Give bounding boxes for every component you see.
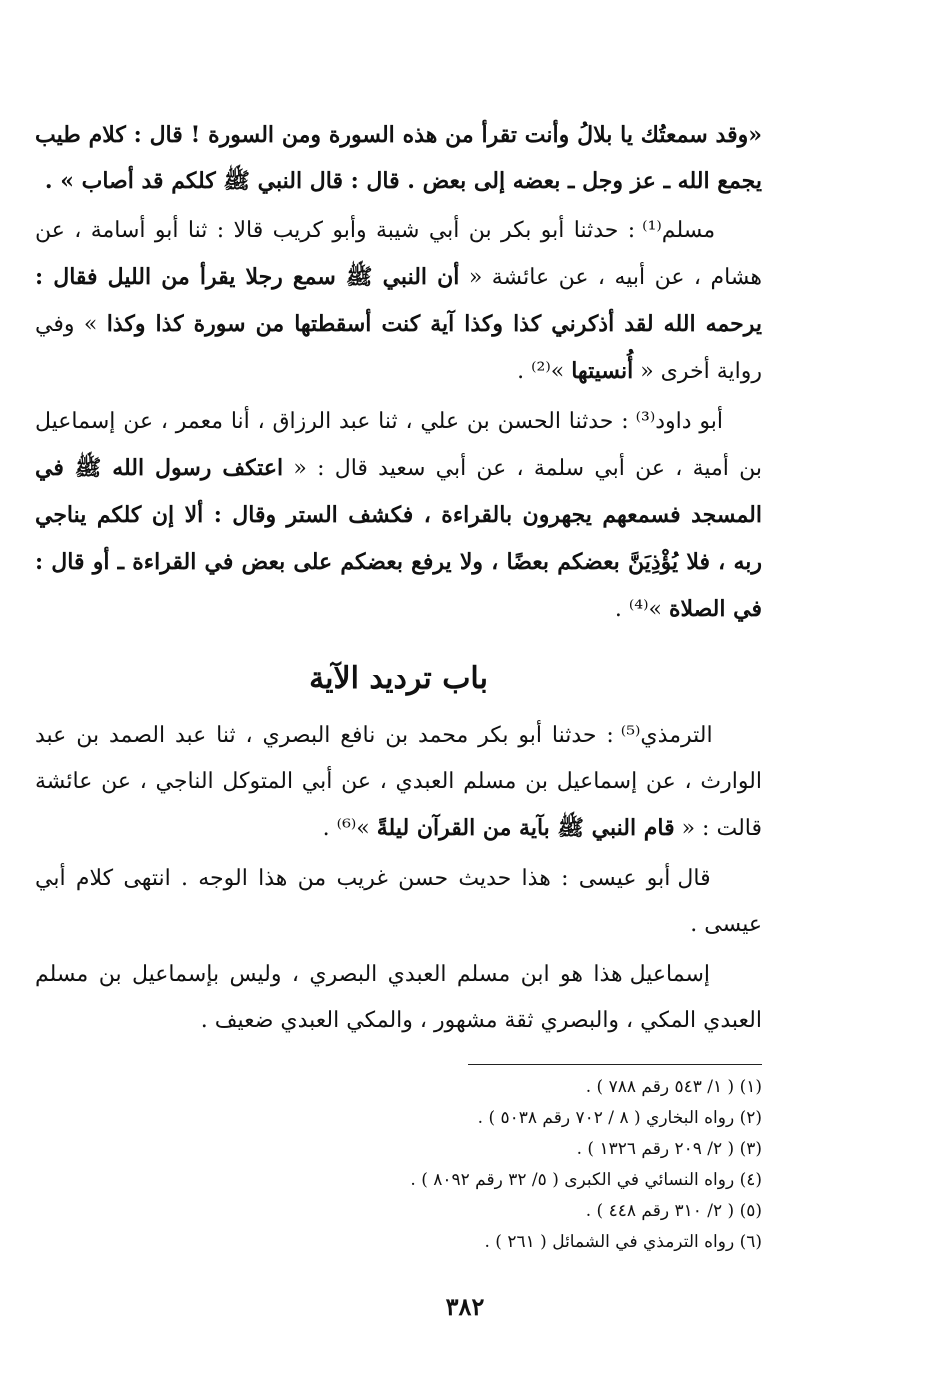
footnote-1: (١) ( ١/ ٥٤٣ رقم ٧٨٨ ) . — [585, 1077, 762, 1097]
footnote-5: (٥) ( ٢/ ٣١٠ رقم ٤٤٨ ) . — [585, 1201, 762, 1221]
paragraph-4 — [35, 713, 762, 852]
paragraph-2 — [35, 208, 762, 395]
paragraph-6 — [35, 952, 762, 1044]
paragraph-1 — [35, 112, 762, 204]
hadith-text: اعتكف رسول الله ﷺ في المسجد فسمعهم يجهرون بالقراءة ، فكشف الستر وقال : ألا إن كلكم يناجي ربه ، فلا يُؤْذِيَنَّ بعضكم بعضًا ، ولا يرفع بعضكم على بعض في القراءة ـ أو قال : في الصلاة — [35, 455, 762, 622]
footnote-2: (٢) رواه البخاري ( ٨ / ٧٠٢ رقم ٥٠٣٨ ) . — [477, 1108, 762, 1128]
chapter-title: باب ترديد الآية — [309, 661, 488, 696]
paragraph-3 — [35, 399, 762, 633]
footnotes — [162, 1072, 762, 1258]
paragraph-5-text: قال أبو عيسى : هذا حديث حسن غريب من هذا الوجه . انتهى كلام أبي عيسى . — [35, 866, 762, 937]
footnote-ref: »⁽⁶⁾ . — [322, 816, 377, 841]
footnote-4: (٤) رواه النسائي في الكبرى ( ٥/ ٣٢ رقم ٨٠٩٢ ) . — [410, 1170, 762, 1190]
footnote-ref: »⁽⁴⁾ . — [614, 597, 669, 622]
hadith-text: قام النبي ﷺ بآية من القرآن ليلةً — [376, 815, 675, 841]
hadith-text: أُنسيتها — [571, 358, 634, 384]
isnad-text: : حدثنا أبو بكر محمد بن نافع البصري ، ثنا عبد الصمد بن عبد الوارث ، عن إسماعيل بن مسلم العبدي ، عن أبي المتوكل الناجي ، عن عائشة قالت : « — [35, 723, 762, 841]
isnad-text: : حدثنا الحسن بن علي ، ثنا عبد الرزاق ، أنا معمر ، عن إسماعيل بن أمية ، عن أبي سلمة ، عن أبي سعيد قال : « — [35, 409, 763, 481]
paragraph-1-text: «وقد سمعتُك يا بلالُ وأنت تقرأ من هذه السورة ومن السورة ! قال : كلام طيب يجمع الله ـ عز وجل ـ بعضه إلى بعض . قال : قال النبي ﷺ كلكم قد أصاب » . — [35, 122, 762, 194]
hadith-text: أن النبي ﷺ سمع رجلا يقرأ من الليل فقال : يرحمه الله لقد أذكرني كذا وكذا آية كنت أسقطتها من سورة كذا وكذا — [35, 264, 762, 337]
isnad-text: : حدثنا أبو بكر بن أبي شيبة وأبو كريب قالا : ثنا أبو أسامة ، عن هشام ، عن أبيه ، عن عائشة « — [35, 218, 762, 290]
isnad-text: » وفي رواية أخرى « — [35, 312, 762, 384]
paragraph-6-text: إسماعيل هذا هو ابن مسلم العبدي البصري ، وليس بإسماعيل بن مسلم العبدي المكي ، والبصري ثقة مشهور ، والمكي العبدي ضعيف . — [35, 962, 762, 1033]
page-number: ٣٨٢ — [445, 1292, 485, 1321]
footnote-separator — [468, 1064, 762, 1065]
footnote-ref: »⁽²⁾ . — [517, 359, 572, 384]
footnote-6: (٦) رواه الترمذي في الشمائل ( ٢٦١ ) . — [484, 1232, 762, 1252]
page-body — [35, 112, 762, 1048]
narrator-tirmidhi: الترمذي⁽⁵⁾ — [620, 723, 713, 748]
narrator-abu-dawud: أبو داود⁽³⁾ — [635, 409, 723, 434]
paragraph-5 — [35, 856, 762, 948]
footnote-3: (٣) ( ٢/ ٢٠٩ رقم ١٣٢٦ ) . — [576, 1139, 762, 1159]
narrator-muslim: مسلم⁽¹⁾ — [642, 218, 716, 243]
